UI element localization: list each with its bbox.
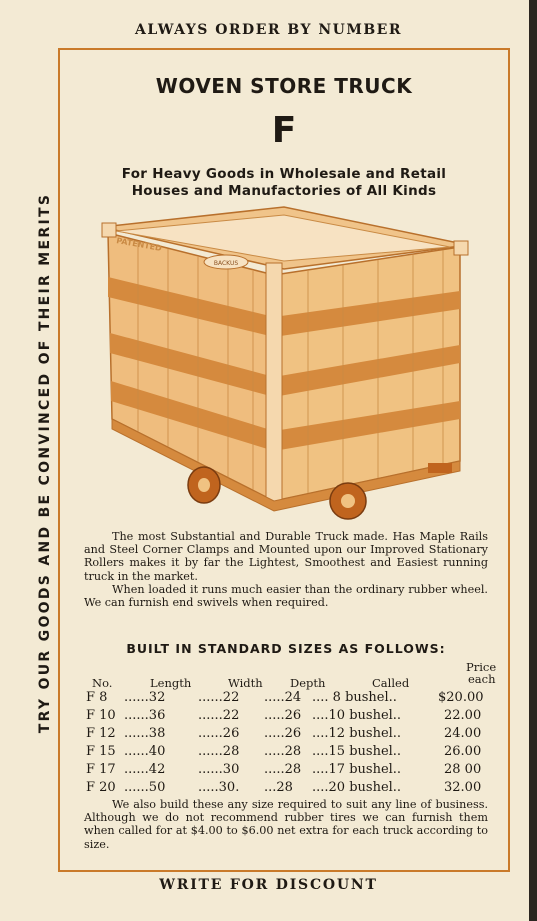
truck-illustration: [98, 205, 474, 525]
row-width: ......28: [198, 744, 240, 759]
row-called: ....20 bushel..: [312, 780, 402, 795]
row-price: 24.00: [444, 726, 482, 741]
header-no: No.: [92, 676, 113, 690]
row-depth: .....24: [264, 690, 302, 705]
row-price: $20.00: [438, 690, 484, 705]
row-called: ....10 bushel..: [312, 708, 402, 723]
table-row: [86, 780, 490, 797]
top-heading: ALWAYS ORDER BY NUMBER: [135, 22, 402, 38]
row-depth: ...28: [264, 780, 293, 795]
note-paragraph: We also build these any size required to suit any line of business. Although we do not recommend rubber tires we can furnish them when called for at $4.00 to $6.00 net extra for each truck according to size.: [84, 798, 488, 851]
row-depth: .....26: [264, 726, 302, 741]
description-paragraph-2: When loaded it runs much easier than the ordinary rubber wheel. We can furnish end swivels when required.: [84, 582, 488, 610]
subtitle-line-2: Houses and Manufactories of All Kinds: [131, 183, 437, 199]
description: [84, 530, 488, 609]
row-price: 22.00: [444, 708, 482, 723]
row-width: .....30.: [198, 780, 240, 795]
side-banner: TRY OUR GOODS AND BE CONVINCED OF THEIR MERITS: [37, 192, 53, 734]
row-called: ....12 bushel..: [312, 726, 402, 741]
row-price: 32.00: [444, 780, 482, 795]
row-called: .... 8 bushel..: [312, 690, 397, 705]
table-row: [86, 762, 490, 779]
page-edge: [529, 0, 537, 921]
table-row: [86, 690, 490, 707]
patented-mark: PATENTED: [115, 236, 163, 253]
row-depth: .....26: [264, 708, 302, 723]
row-called: ....17 bushel..: [312, 762, 402, 777]
row-no: F 20: [86, 780, 116, 795]
row-no: F 12: [86, 726, 116, 741]
header-called: Called: [372, 676, 410, 690]
product-title: WOVEN STORE TRUCK: [155, 74, 413, 98]
row-length: ......50: [124, 780, 166, 795]
header-depth: Depth: [290, 676, 326, 690]
row-price: 26.00: [444, 744, 482, 759]
table-row: [86, 708, 490, 725]
row-length: ......38: [124, 726, 166, 741]
row-depth: .....28: [264, 744, 302, 759]
row-length: ......40: [124, 744, 166, 759]
row-width: ......22: [198, 708, 240, 723]
row-no: F 8: [86, 690, 108, 705]
row-price: 28 00: [444, 762, 482, 777]
row-no: F 10: [86, 708, 116, 723]
model-letter: F: [271, 110, 297, 151]
row-width: ......26: [198, 726, 240, 741]
row-length: ......42: [124, 762, 166, 777]
subtitle-line-1: For Heavy Goods in Wholesale and Retail: [121, 166, 447, 182]
row-depth: .....28: [264, 762, 302, 777]
maker-plate: BACKUS: [213, 260, 239, 267]
row-called: ....15 bushel..: [312, 744, 402, 759]
row-length: ......32: [124, 690, 166, 705]
description-paragraph-1: The most Substantial and Durable Truck made. Has Maple Rails and Steel Corner Clamps and Mounted upon our Improved Stationary Rollers makes it by far the Lightest, Smoothest and Easiest running truck in the market.: [84, 530, 488, 583]
header-price: Price: [466, 660, 497, 674]
row-width: ......22: [198, 690, 240, 705]
header-width: Width: [228, 676, 263, 690]
row-no: F 15: [86, 744, 116, 759]
header-each: each: [468, 672, 496, 686]
bottom-heading: WRITE FOR DISCOUNT: [159, 877, 378, 893]
row-width: ......30: [198, 762, 240, 777]
row-no: F 17: [86, 762, 116, 777]
table-row: [86, 726, 490, 743]
product-subtitle: [58, 166, 510, 200]
header-length: Length: [150, 676, 192, 690]
custom-size-note: [84, 798, 488, 851]
table-row: [86, 744, 490, 761]
row-length: ......36: [124, 708, 166, 723]
sizes-heading: BUILT IN STANDARD SIZES AS FOLLOWS:: [126, 641, 446, 656]
